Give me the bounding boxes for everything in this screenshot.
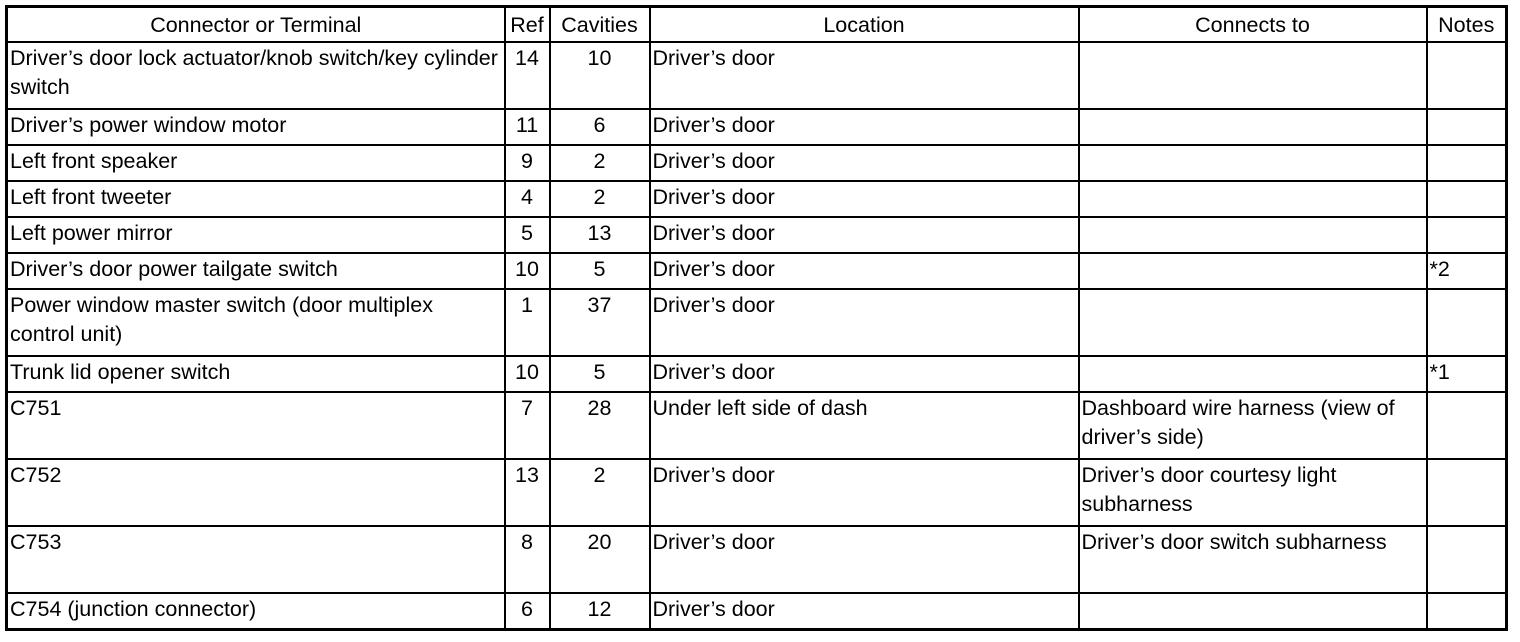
- cavities-cell: 28: [550, 392, 650, 459]
- ref-cell: 14: [505, 42, 550, 109]
- table-row: [7, 145, 1507, 181]
- cavities-cell: 5: [550, 356, 650, 392]
- notes-cell: [1427, 217, 1507, 253]
- col-header-ref: Ref: [505, 7, 550, 43]
- ref-cell: 10: [505, 253, 550, 289]
- connector-cell: C752: [7, 459, 505, 526]
- notes-cell: [1427, 459, 1507, 526]
- ref-cell: 9: [505, 145, 550, 181]
- location-cell: Driver’s door: [650, 145, 1079, 181]
- cavities-cell: 2: [550, 459, 650, 526]
- notes-cell: *2: [1427, 253, 1507, 289]
- connects-to-cell: [1079, 289, 1427, 356]
- table-row: [7, 392, 1507, 459]
- connector-cell: C751: [7, 392, 505, 459]
- cavities-cell: 13: [550, 217, 650, 253]
- ref-cell: 13: [505, 459, 550, 526]
- ref-cell: 5: [505, 217, 550, 253]
- location-cell: Driver’s door: [650, 217, 1079, 253]
- col-header-location: Location: [650, 7, 1079, 43]
- connects-to-cell: [1079, 181, 1427, 217]
- col-header-connects-to: Connects to: [1079, 7, 1427, 43]
- ref-cell: 7: [505, 392, 550, 459]
- location-cell: Driver’s door: [650, 356, 1079, 392]
- connects-to-cell: [1079, 42, 1427, 109]
- connects-to-cell: [1079, 217, 1427, 253]
- ref-cell: 10: [505, 356, 550, 392]
- ref-cell: 1: [505, 289, 550, 356]
- connects-to-cell: [1079, 593, 1427, 630]
- connector-cell: Driver’s power window motor: [7, 109, 505, 145]
- cavities-cell: 5: [550, 253, 650, 289]
- table-row: [7, 593, 1507, 630]
- location-cell: Driver’s door: [650, 42, 1079, 109]
- cavities-cell: 20: [550, 526, 650, 593]
- ref-cell: 8: [505, 526, 550, 593]
- notes-cell: [1427, 526, 1507, 593]
- table-row: [7, 526, 1507, 593]
- connects-to-cell: Dashboard wire harness (view of driver’s side): [1079, 392, 1427, 459]
- ref-cell: 4: [505, 181, 550, 217]
- cavities-cell: 10: [550, 42, 650, 109]
- location-cell: Driver’s door: [650, 109, 1079, 145]
- connector-cell: Driver’s door lock actuator/knob switch/key cylinder switch: [7, 42, 505, 109]
- connects-to-cell: Driver’s door switch subharness: [1079, 526, 1427, 593]
- notes-cell: [1427, 145, 1507, 181]
- connector-table: [5, 5, 1508, 631]
- connector-cell: C753: [7, 526, 505, 593]
- connects-to-cell: [1079, 145, 1427, 181]
- notes-cell: [1427, 181, 1507, 217]
- table-row: [7, 356, 1507, 392]
- connector-cell: Left power mirror: [7, 217, 505, 253]
- notes-cell: [1427, 109, 1507, 145]
- table-row: [7, 459, 1507, 526]
- ref-cell: 11: [505, 109, 550, 145]
- connects-to-cell: [1079, 253, 1427, 289]
- connector-cell: Left front tweeter: [7, 181, 505, 217]
- col-header-connector: Connector or Terminal: [7, 7, 505, 43]
- table-row: [7, 253, 1507, 289]
- notes-cell: [1427, 392, 1507, 459]
- location-cell: Driver’s door: [650, 289, 1079, 356]
- location-cell: Driver’s door: [650, 181, 1079, 217]
- table-row: [7, 289, 1507, 356]
- notes-cell: [1427, 42, 1507, 109]
- connects-to-cell: Driver’s door courtesy light subharness: [1079, 459, 1427, 526]
- location-cell: Driver’s door: [650, 459, 1079, 526]
- table-row: [7, 42, 1507, 109]
- connector-cell: Trunk lid opener switch: [7, 356, 505, 392]
- location-cell: Driver’s door: [650, 526, 1079, 593]
- table-row: [7, 109, 1507, 145]
- connector-cell: Driver’s door power tailgate switch: [7, 253, 505, 289]
- connector-cell: C754 (junction connector): [7, 593, 505, 630]
- cavities-cell: 37: [550, 289, 650, 356]
- connector-cell: Power window master switch (door multiplex control unit): [7, 289, 505, 356]
- table-row: [7, 217, 1507, 253]
- cavities-cell: 6: [550, 109, 650, 145]
- col-header-cavities: Cavities: [550, 7, 650, 43]
- header-row: [7, 7, 1507, 43]
- col-header-notes: Notes: [1427, 7, 1507, 43]
- cavities-cell: 2: [550, 145, 650, 181]
- notes-cell: [1427, 289, 1507, 356]
- connects-to-cell: [1079, 356, 1427, 392]
- notes-cell: *1: [1427, 356, 1507, 392]
- cavities-cell: 2: [550, 181, 650, 217]
- table-row: [7, 181, 1507, 217]
- table-body: [7, 42, 1507, 630]
- notes-cell: [1427, 593, 1507, 630]
- location-cell: Driver’s door: [650, 593, 1079, 630]
- connects-to-cell: [1079, 109, 1427, 145]
- ref-cell: 6: [505, 593, 550, 630]
- location-cell: Under left side of dash: [650, 392, 1079, 459]
- cavities-cell: 12: [550, 593, 650, 630]
- location-cell: Driver’s door: [650, 253, 1079, 289]
- connector-cell: Left front speaker: [7, 145, 505, 181]
